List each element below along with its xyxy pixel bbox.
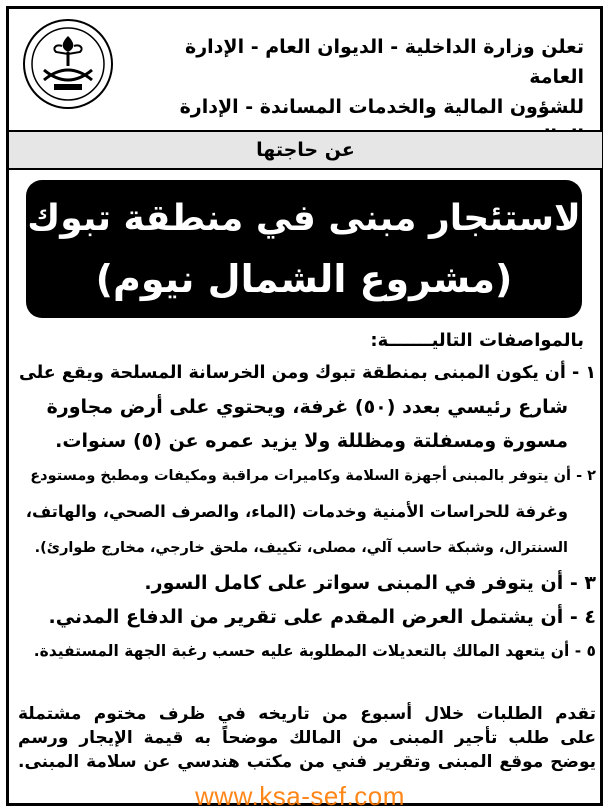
spec-item-5: ٥ - أن يتعهد المالك بالتعديلات المطلوبة عليه حسب رغبة الجهة المستفيدة.	[33, 642, 596, 660]
subheading-bar	[9, 130, 602, 170]
spec-item-1-line-3: مسورة ومسفلتة ومظللة ولا يزيد عمره عن (٥) سنوات.	[55, 430, 568, 452]
subheading-text: عن حاجتها	[256, 139, 355, 161]
spec-item-1-line-1: ١ - أن يكون المبنى بمنطقة تبوك ومن الخرسانة المسلحة ويقع على	[18, 363, 596, 383]
title-line-1: لاستئجار مبنى في منطقة تبوك	[27, 198, 581, 239]
header	[10, 10, 600, 124]
note-line-1: تقدم الطلبات خلال أسبوع من تاريخه في ظرف مختوم مشتملة	[18, 704, 596, 724]
specifications	[18, 326, 596, 668]
spec-item-2-line-1: ٢ - أن يتوفر بالمبنى أجهزة السلامة وكاميرات مراقبة ومكيفات ومطبخ ومستودع	[30, 468, 596, 484]
header-line-1: تعلن وزارة الداخلية - الديوان العام - الإدارة العامة	[185, 36, 584, 88]
note-line-3: يوضح موقع المبنى وتقرير فني من مكتب هندسي عن سلامة المبنى.	[18, 752, 596, 772]
spec-item-4: ٤ - أن يشتمل العرض المقدم على تقرير من الدفاع المدني.	[48, 606, 596, 628]
spec-item-1-line-2: شارع رئيسي بعدد (٥٠) غرفة، ويحتوي على أرض مجاورة	[46, 396, 568, 418]
title-line-2: (مشروع الشمال نيوم)	[95, 257, 513, 301]
header-line-2: للشؤون المالية والخدمات المساندة - الإدارة	[179, 96, 584, 118]
specifications-heading: بالمواصفات التاليـــــــة:	[370, 330, 584, 351]
title-box	[26, 180, 582, 318]
ministry-emblem-icon	[22, 18, 114, 110]
note-line-2: على طلب تأجير المبنى من المالك موضحاً به قيمة الإيجار ورسم	[18, 728, 596, 748]
spec-item-3: ٣ - أن يتوفر في المبنى سواتر على كامل السور.	[144, 572, 596, 594]
spec-item-2-line-3: السنترال، وشبكة حاسب آلي، مصلى، تكييف، ملحق خارجي، مخارج طوارئ).	[34, 540, 568, 556]
website-watermark: www.ksa-sef.com	[195, 781, 405, 811]
submission-note	[18, 702, 596, 774]
spec-item-2-line-2: وغرفة للحراسات الأمنية وخدمات (الماء، والصرف الصحي، والهاتف،	[25, 502, 568, 521]
